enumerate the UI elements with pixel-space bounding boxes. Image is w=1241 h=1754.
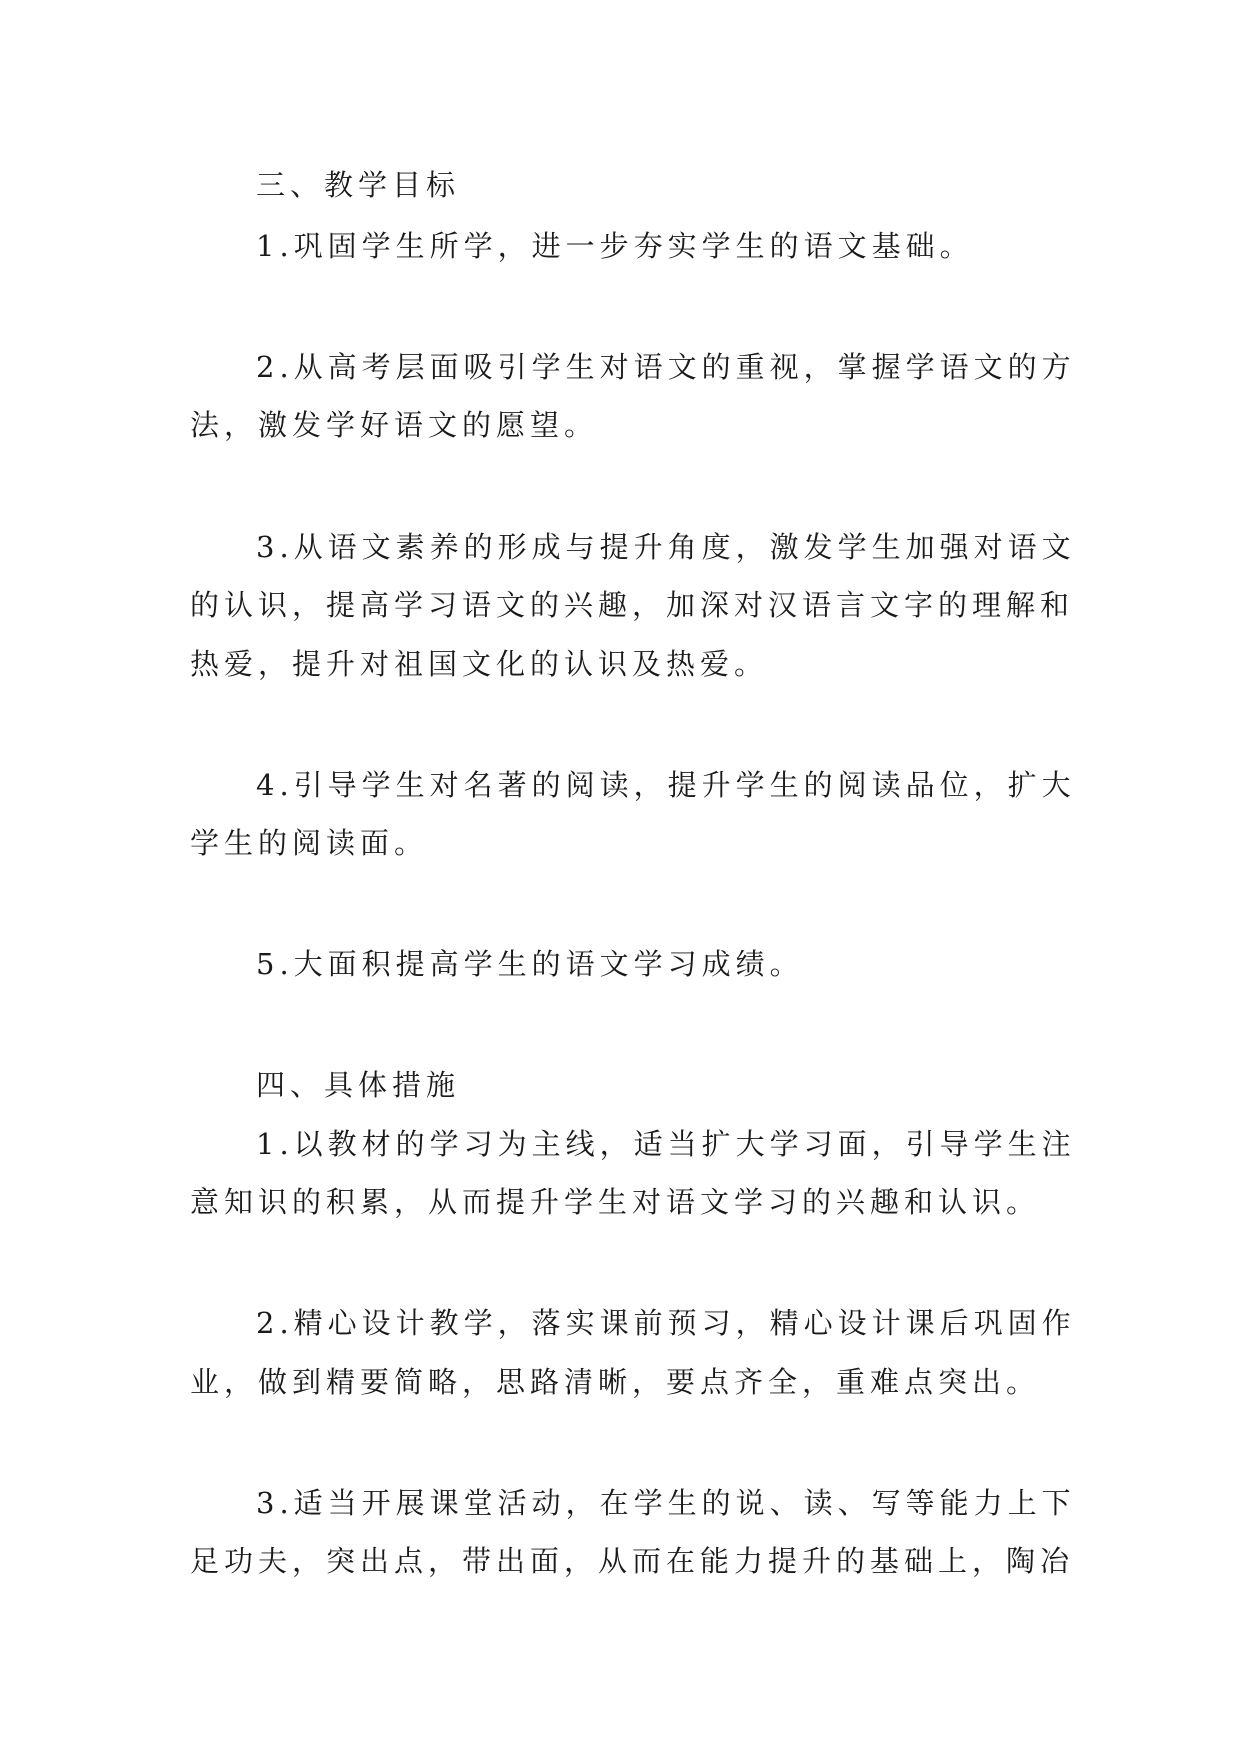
measure-1-line-1: 1.以教材的学习为主线，适当扩大学习面，引导学生注 bbox=[256, 1127, 1076, 1161]
measure-3-line-2: 足功夫，突出点，带出面，从而在能力提升的基础上，陶冶 bbox=[190, 1544, 1075, 1578]
objective-5-line-1: 5.大面积提高学生的语文学习成绩。 bbox=[256, 947, 804, 981]
section-heading-objectives: 三、教学目标 bbox=[256, 168, 461, 202]
objective-2-line-2: 法，激发学好语文的愿望。 bbox=[190, 408, 599, 442]
measure-2-line-1: 2.精心设计教学，落实课前预习，精心设计课后巩固作 bbox=[256, 1306, 1076, 1340]
objective-1-line-1: 1.巩固学生所学，进一步夯实学生的语文基础。 bbox=[256, 229, 974, 263]
objective-3-line-2: 的认识，提高学习语文的兴趣，加深对汉语言文字的理解和 bbox=[190, 588, 1075, 622]
measure-2-line-2: 业，做到精要简略，思路清晰，要点齐全，重难点突出。 bbox=[190, 1365, 1041, 1399]
objective-3-line-3: 热爱，提升对祖国文化的认识及热爱。 bbox=[190, 647, 769, 681]
objective-2-line-1: 2.从高考层面吸引学生对语文的重视，掌握学语文的方 bbox=[256, 350, 1076, 384]
section-heading-measures: 四、具体措施 bbox=[256, 1068, 461, 1102]
objective-3-line-1: 3.从语文素养的形成与提升角度，激发学生加强对语文 bbox=[256, 530, 1076, 564]
objective-4-line-2: 学生的阅读面。 bbox=[190, 826, 429, 860]
objective-4-line-1: 4.引导学生对名著的阅读，提升学生的阅读品位，扩大 bbox=[256, 768, 1076, 802]
measure-1-line-2: 意知识的积累，从而提升学生对语文学习的兴趣和认识。 bbox=[190, 1185, 1041, 1219]
measure-3-line-1: 3.适当开展课堂活动，在学生的说、读、写等能力上下 bbox=[256, 1486, 1076, 1520]
